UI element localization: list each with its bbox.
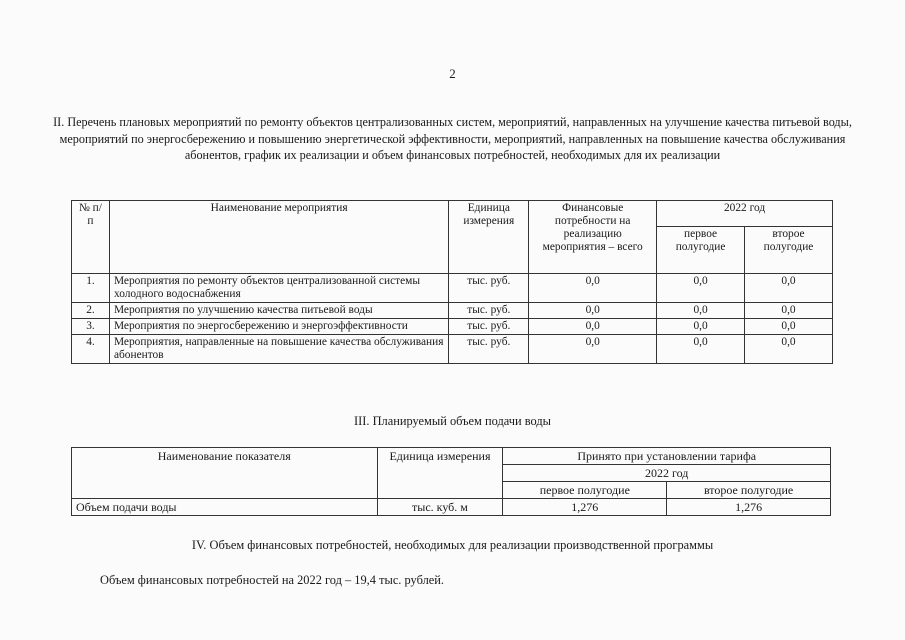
row-second-half: 1,276 <box>667 499 831 516</box>
table-row <box>72 274 833 303</box>
header-num: № п/п <box>72 201 110 274</box>
water-volume-table <box>71 447 831 516</box>
section-2-title: II. Перечень плановых мероприятий по ремонту объектов централизованных систем, мероприятий, направленных на улучшение качества питьевой воды, мероприятий по энергосбережению и повышению энергетической эффективности, мероприятий, направленных на повышение качества обслуживания абонентов, график их реализации и объем финансовых потребностей, необходимых для их реализации <box>53 115 852 162</box>
row-first-half: 0,0 <box>657 303 745 319</box>
row-total: 0,0 <box>529 319 657 335</box>
header-unit: Единица измерения <box>449 201 529 274</box>
header-unit: Единица измерения <box>377 448 503 499</box>
row-unit: тыс. руб. <box>449 274 529 303</box>
row-second-half: 0,0 <box>745 319 833 335</box>
section-3-title: III. Планируемый объем подачи воды <box>354 414 551 428</box>
page-number: 2 <box>449 66 456 81</box>
row-second-half: 0,0 <box>745 335 833 364</box>
row-first-half: 0,0 <box>657 335 745 364</box>
header-finance: Финансовые потребности на реализацию мероприятия – всего <box>529 201 657 274</box>
table-header-row <box>72 448 831 465</box>
row-num: 2. <box>72 303 110 319</box>
financial-summary: Объем финансовых потребностей на 2022 год – 19,4 тыс. рублей. <box>100 573 444 587</box>
row-total: 0,0 <box>529 303 657 319</box>
row-unit: тыс. руб. <box>449 303 529 319</box>
header-name: Наименование мероприятия <box>109 201 448 274</box>
row-num: 4. <box>72 335 110 364</box>
section-4-title: IV. Объем финансовых потребностей, необходимых для реализации производственной программы <box>191 538 714 552</box>
header-year: 2022 год <box>503 465 831 482</box>
row-unit: тыс. руб. <box>449 335 529 364</box>
row-name: Объем подачи воды <box>72 499 378 516</box>
header-accepted: Принято при установлении тарифа <box>503 448 831 465</box>
row-num: 3. <box>72 319 110 335</box>
row-second-half: 0,0 <box>745 274 833 303</box>
row-unit: тыс. куб. м <box>377 499 503 516</box>
table-row <box>72 319 833 335</box>
row-total: 0,0 <box>529 274 657 303</box>
row-first-half: 1,276 <box>503 499 667 516</box>
header-first-half: первое полугодие <box>503 482 667 499</box>
row-first-half: 0,0 <box>657 319 745 335</box>
row-second-half: 0,0 <box>745 303 833 319</box>
row-first-half: 0,0 <box>657 274 745 303</box>
header-second-half: второе полугодие <box>745 226 833 273</box>
table-row <box>72 499 831 516</box>
row-num: 1. <box>72 274 110 303</box>
row-name: Мероприятия по энергосбережению и энергоэффективности <box>109 319 448 335</box>
table-header-row <box>72 201 833 227</box>
row-unit: тыс. руб. <box>449 319 529 335</box>
row-total: 0,0 <box>529 335 657 364</box>
header-indicator: Наименование показателя <box>72 448 378 499</box>
header-second-half: второе полугодие <box>667 482 831 499</box>
measures-table <box>71 200 833 364</box>
header-year: 2022 год <box>657 201 833 227</box>
row-name: Мероприятия по улучшению качества питьевой воды <box>109 303 448 319</box>
table-row <box>72 303 833 319</box>
header-first-half: первое полугодие <box>657 226 745 273</box>
row-name: Мероприятия, направленные на повышение качества обслуживания абонентов <box>109 335 448 364</box>
row-name: Мероприятия по ремонту объектов централизованной системы холодного водоснабжения <box>109 274 448 303</box>
table-row <box>72 335 833 364</box>
